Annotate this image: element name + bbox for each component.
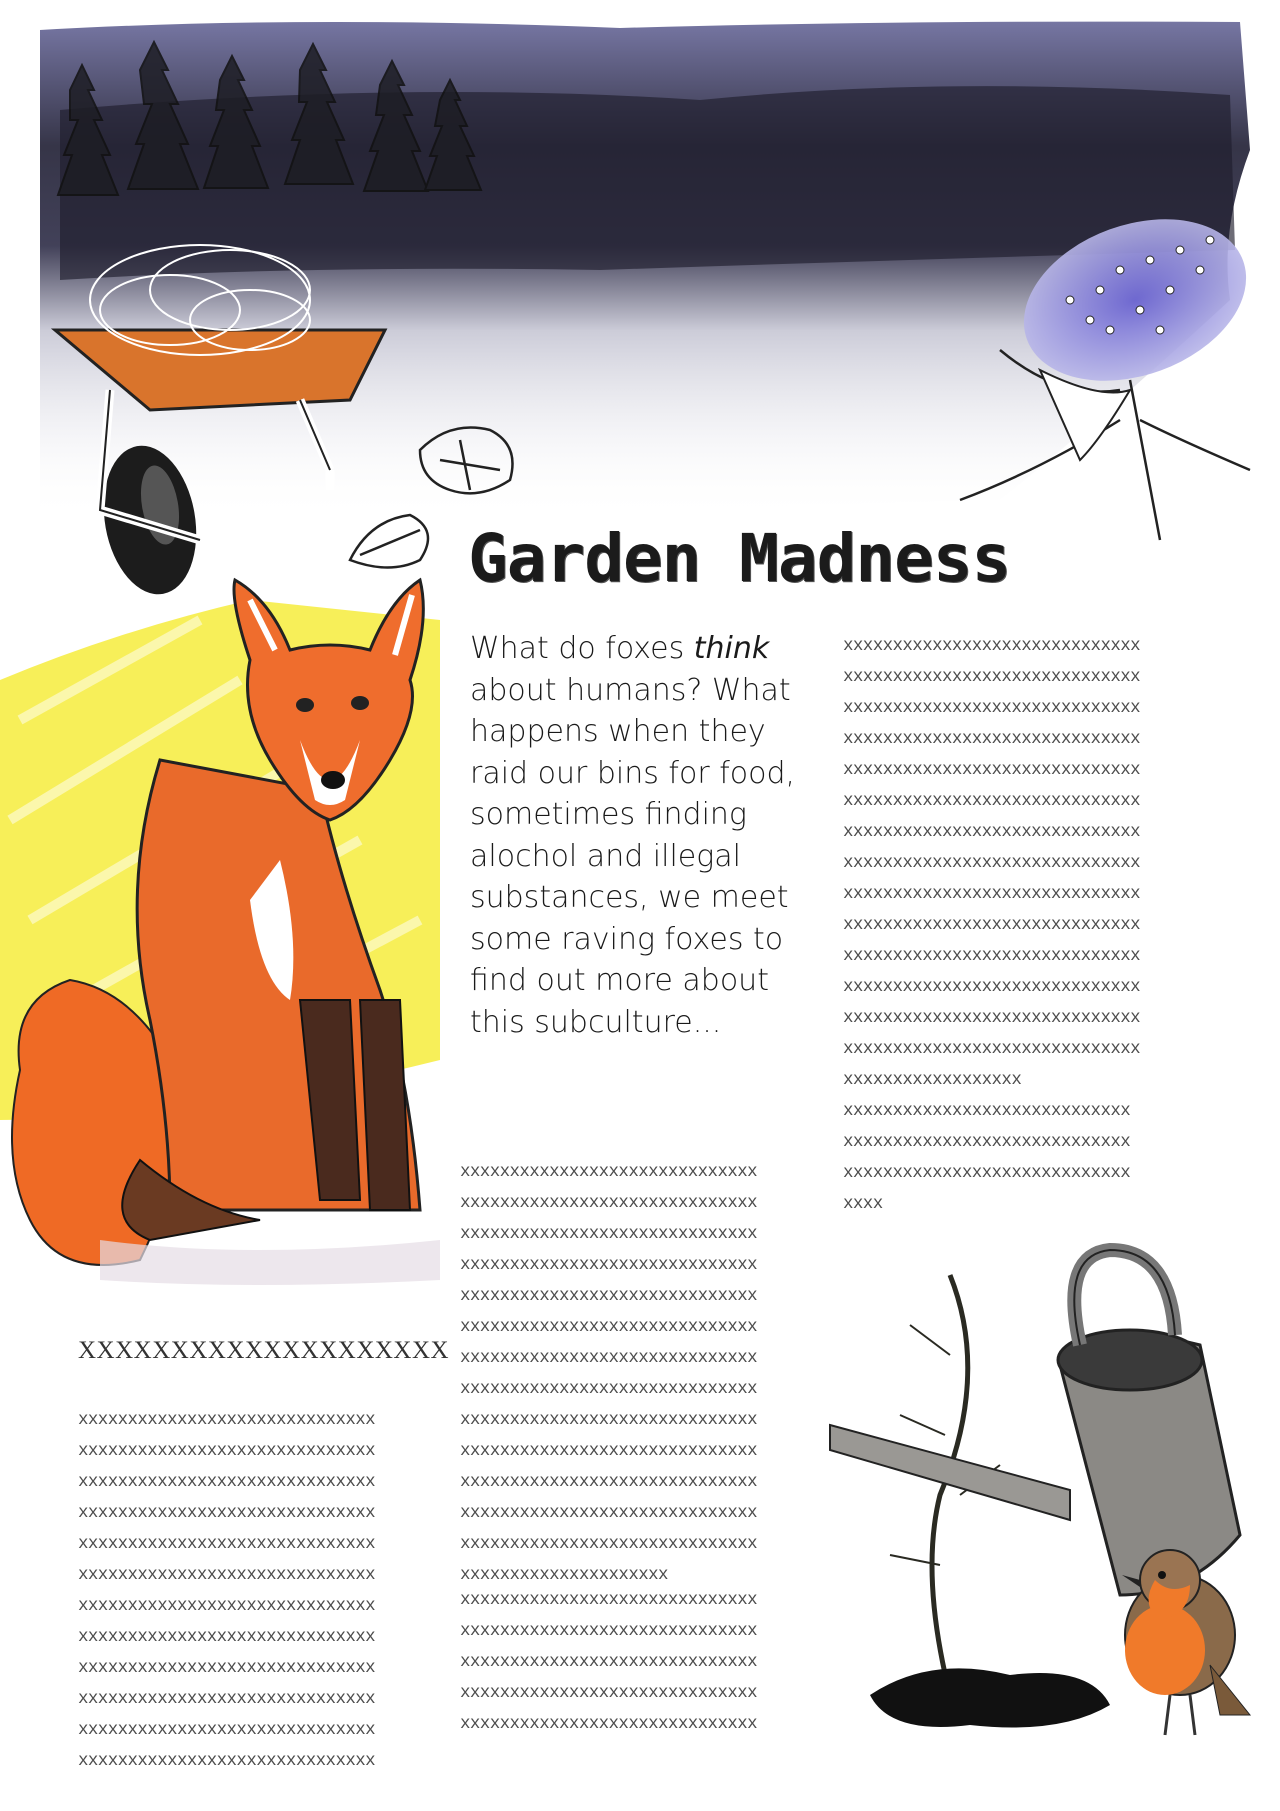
placeholder-line: xxxxxxxxxxxxxxxxxxxxxxxxxxxxxx <box>78 1658 376 1678</box>
placeholder-line: xxxxxxxxxxxxxxxxxxxxx <box>460 1565 668 1585</box>
placeholder-column-left <box>78 1405 440 1777</box>
placeholder-line: xxxxxxxxxxxxxxxxxxxxxxxxxxxxxx <box>460 1410 758 1430</box>
placeholder-line: xxxxxxxxxxxxxxxxxxxxxxxxxxxxxx <box>460 1714 758 1734</box>
placeholder-line: xxxxxxxxxxxxxxxxxxxxxxxxxxxxxx <box>460 1472 758 1492</box>
placeholder-line: xxxxxxxxxxxxxxxxxxxxxxxxxxxxxx <box>78 1472 376 1492</box>
placeholder-line: xxxxxxxxxxxxxxxxxxxxxxxxxxxxxx <box>460 1652 758 1672</box>
ink-wash-header-illustration <box>0 0 1280 600</box>
placeholder-line: xxxxxxxxxxxxxxxxxxxxxxxxxxxxxx <box>843 636 1141 656</box>
placeholder-column-middle <box>460 1157 815 1591</box>
placeholder-line: xxxxxxxxxxxxxxxxxxxxxxxxxxxxxx <box>78 1720 376 1740</box>
placeholder-line: xxxxxxxxxxxxxxxxxxxxxxxxxxxxxx <box>460 1193 758 1213</box>
placeholder-line: xxxxxxxxxxxxxxxxxxxxxxxxxxxxxx <box>460 1503 758 1523</box>
placeholder-line: xxxxxxxxxxxxxxxxxxxxxxxxxxxxxx <box>78 1503 376 1523</box>
intro-text-italic: think <box>693 631 770 666</box>
placeholder-line: xxxxxxxxxxxxxxxxxxxxxxxxxxxxxx <box>78 1627 376 1647</box>
placeholder-heading-left: XXXXXXXXXXXXXXXXXXXX <box>78 1337 450 1364</box>
robin-drawing <box>1122 1550 1250 1735</box>
placeholder-line: xxxxxxxxxxxxxxxxxxxxxxxxxxxxxx <box>460 1590 758 1610</box>
watering-can-robin-illustration <box>810 1235 1280 1755</box>
article-intro <box>470 628 830 1043</box>
placeholder-line: xxxxxxxxxxxxxxxxxxxxxxxxxxxxxx <box>843 729 1141 749</box>
placeholder-line: xxxxxxxxxxxxxxxxxxxxxxxxxxxxxx <box>460 1621 758 1641</box>
article-title: Garden Madness <box>468 520 1011 597</box>
placeholder-line: xxxxxxxxxxxxxxxxxxxxxxxxxxxxxx <box>843 853 1141 873</box>
placeholder-line: xxxxxxxxxxxxxxxxxxxxxxxxxxxxxx <box>843 977 1141 997</box>
placeholder-line: xxxxxxxxxxxxxxxxxxxxxxxxxxxxxx <box>843 822 1141 842</box>
placeholder-line: xxxxxxxxxxxxxxxxxxxxxxxxxxxxxx <box>78 1751 376 1771</box>
placeholder-line: xxxxxxxxxxxxxxxxxxxxxxxxxxxxxx <box>460 1379 758 1399</box>
intro-text-start: What do foxes <box>470 631 694 666</box>
placeholder-line: xxxxxxxxxxxxxxxxxxxxxxxxxxxxxx <box>460 1162 758 1182</box>
placeholder-line: xxxxxxxxxxxxxxxxxxxxxxxxxxxxxx <box>460 1441 758 1461</box>
placeholder-line: xxxxxxxxxxxxxxxxxxxxxxxxxxxxxx <box>78 1565 376 1585</box>
placeholder-line: xxxx <box>843 1194 883 1214</box>
placeholder-line: xxxxxxxxxxxxxxxxxxxxxxxxxxxxxx <box>460 1348 758 1368</box>
placeholder-line: xxxxxxxxxxxxxxxxxxxxxxxxxxxxxx <box>460 1317 758 1337</box>
placeholder-line: xxxxxxxxxxxxxxxxxxxxxxxxxxxxxx <box>78 1441 376 1461</box>
placeholder-line: xxxxxxxxxxxxxxxxxxxxxxxxxxxxxx <box>843 915 1141 935</box>
placeholder-line: xxxxxxxxxxxxxxxxxxxxxxxxxxxxxx <box>460 1286 758 1306</box>
placeholder-line: xxxxxxxxxxxxxxxxxxxxxxxxxxxxxx <box>460 1683 758 1703</box>
fox-illustration <box>0 560 450 1330</box>
placeholder-line: xxxxxxxxxxxxxxxxxxxxxxxxxxxxx <box>843 1132 1131 1152</box>
placeholder-column-right <box>843 631 1205 1220</box>
placeholder-line: xxxxxxxxxxxxxxxxxxxxxxxxxxxxxx <box>78 1689 376 1709</box>
placeholder-line: xxxxxxxxxxxxxxxxxxxxxxxxxxxxxx <box>843 946 1141 966</box>
placeholder-column-middle-lower <box>460 1585 815 1740</box>
placeholder-line: xxxxxxxxxxxxxxxxxxxxxxxxxxxxxx <box>843 1039 1141 1059</box>
placeholder-line: xxxxxxxxxxxxxxxxxxxxxxxxxxxxxx <box>843 884 1141 904</box>
placeholder-line: xxxxxxxxxxxxxxxxxxxxxxxxxxxxx <box>843 1101 1131 1121</box>
placeholder-line: xxxxxxxxxxxxxxxxxxxxxxxxxxxxxx <box>78 1534 376 1554</box>
placeholder-line: xxxxxxxxxxxxxxxxxxxxxxxxxxxxxx <box>843 791 1141 811</box>
placeholder-line: xxxxxxxxxxxxxxxxxxxxxxxxxxxxxx <box>460 1534 758 1554</box>
placeholder-line: xxxxxxxxxxxxxxxxxxxxxxxxxxxxxx <box>460 1224 758 1244</box>
placeholder-line: xxxxxxxxxxxxxxxxxxxxxxxxxxxxxx <box>843 1008 1141 1028</box>
placeholder-line: xxxxxxxxxxxxxxxxxxxxxxxxxxxxxx <box>843 667 1141 687</box>
intro-text-end: about humans? What happens when they raid our bins for food, sometimes finding alochol and illegal substances, we meet some raving foxes to find out more about this subculture... <box>470 672 796 1040</box>
placeholder-line: xxxxxxxxxxxxxxxxxxxxxxxxxxxxxx <box>78 1596 376 1616</box>
placeholder-line: xxxxxxxxxxxxxxxxxxxxxxxxxxxxxx <box>78 1410 376 1430</box>
placeholder-line: xxxxxxxxxxxxxxxxxxxxxxxxxxxxxx <box>460 1255 758 1275</box>
placeholder-line: xxxxxxxxxxxxxxxxxxxxxxxxxxxxxx <box>843 760 1141 780</box>
placeholder-line: xxxxxxxxxxxxxxxxxx <box>843 1070 1022 1090</box>
placeholder-line: xxxxxxxxxxxxxxxxxxxxxxxxxxxxx <box>843 1163 1131 1183</box>
placeholder-line: xxxxxxxxxxxxxxxxxxxxxxxxxxxxxx <box>843 698 1141 718</box>
